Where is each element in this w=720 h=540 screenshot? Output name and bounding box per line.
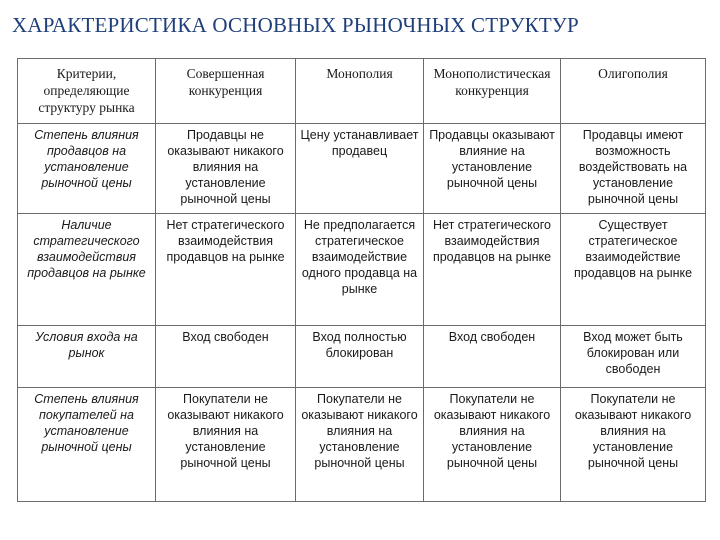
header-criteria: Критерии, определяющие структуру рынка [18,59,156,124]
table-row [18,388,706,502]
table-cell: Цену устанавливает продавец [296,124,424,214]
table-cell: Не предполагается стратегическое взаимодействие одного продавца на рынке [296,214,424,326]
table-cell: Вход полностью блокирован [296,326,424,388]
table-header-row [18,59,706,124]
row-criterion: Степень влияния покупателей на установление рыночной цены [18,388,156,502]
table-cell: Покупатели не оказывают никакого влияния на установление рыночной цены [424,388,561,502]
table-cell: Продавцы имеют возможность воздействовать на установление рыночной цены [561,124,706,214]
table-cell: Существует стратегическое взаимодействие продавцов на рынке [561,214,706,326]
header-monopolistic-competition: Монополистическая конкуренция [424,59,561,124]
header-perfect-competition: Совершенная конкуренция [156,59,296,124]
table-cell: Вход свободен [424,326,561,388]
header-oligopoly: Олигополия [561,59,706,124]
table-cell: Покупатели не оказывают никакого влияния на установление рыночной цены [561,388,706,502]
market-structures-table [17,58,706,502]
row-criterion: Степень влияния продавцов на установление рыночной цены [18,124,156,214]
row-criterion: Наличие стратегического взаимодействия продавцов на рынке [18,214,156,326]
table-cell: Вход может быть блокирован или свободен [561,326,706,388]
row-criterion: Условия входа на рынок [18,326,156,388]
table-cell: Покупатели не оказывают никакого влияния на установление рыночной цены [156,388,296,502]
table-cell: Покупатели не оказывают никакого влияния на установление рыночной цены [296,388,424,502]
table-cell: Нет стратегического взаимодействия продавцов на рынке [424,214,561,326]
table-cell: Продавцы не оказывают никакого влияния на установление рыночной цены [156,124,296,214]
table-cell: Продавцы оказывают влияние на установление рыночной цены [424,124,561,214]
page-title: ХАРАКТЕРИСТИКА ОСНОВНЫХ РЫНОЧНЫХ СТРУКТУР [12,13,579,37]
table-cell: Вход свободен [156,326,296,388]
header-monopoly: Монополия [296,59,424,124]
table-row [18,124,706,214]
table-row [18,326,706,388]
table-row [18,214,706,326]
table-cell: Нет стратегического взаимодействия продавцов на рынке [156,214,296,326]
